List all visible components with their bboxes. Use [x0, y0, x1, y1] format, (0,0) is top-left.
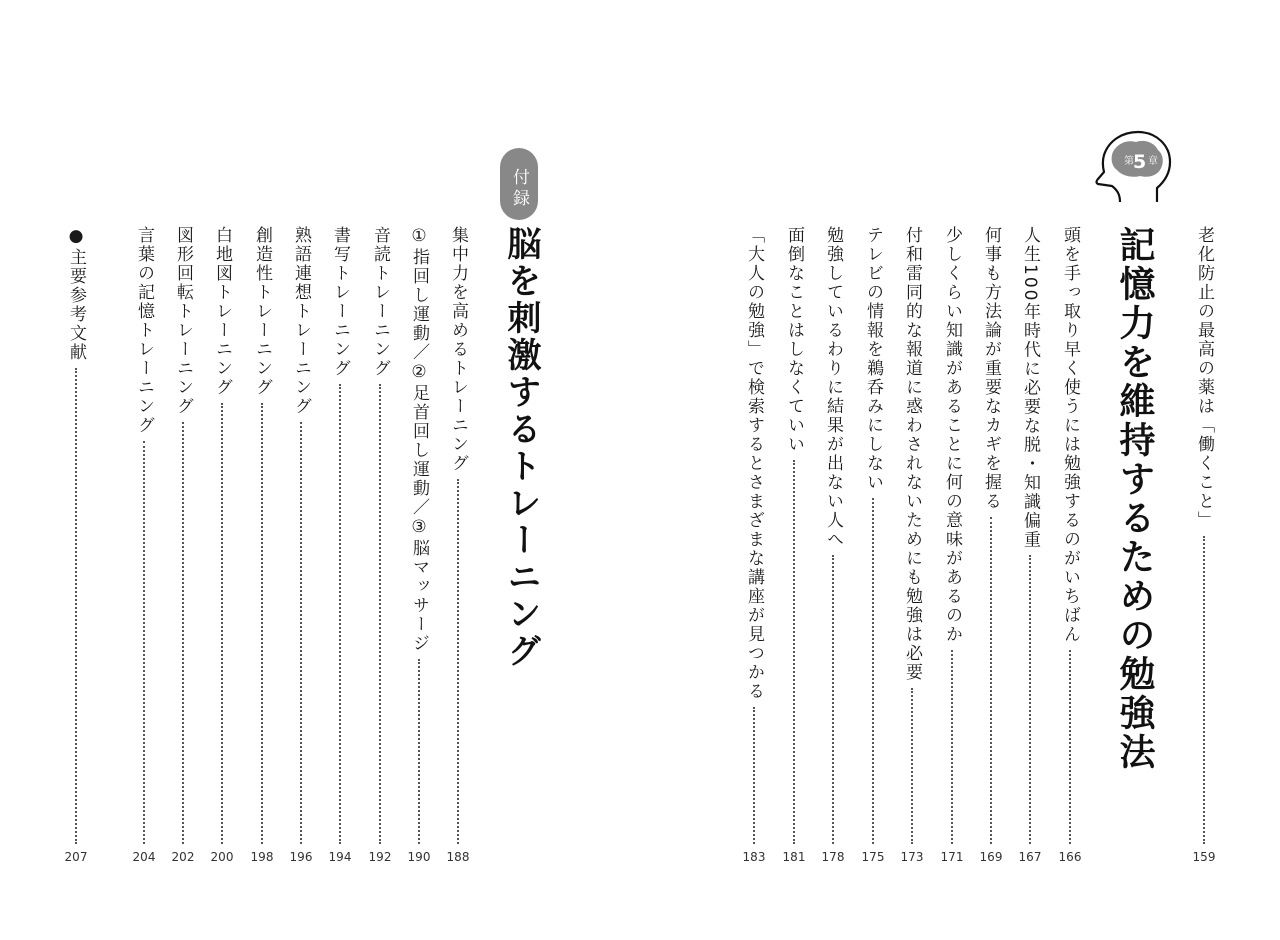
toc-entry-page: 173: [900, 850, 924, 864]
dot-leader: [221, 403, 223, 844]
toc-entry[interactable]: [407, 226, 431, 864]
toc-entry-page: 181: [782, 850, 806, 864]
toc-entry[interactable]: [1058, 226, 1082, 864]
dot-leader: [261, 403, 263, 844]
dot-leader: [793, 460, 795, 844]
toc-entry-page: 167: [1018, 850, 1042, 864]
toc-entry-title: ●主要参考文献: [66, 226, 86, 362]
toc-entry[interactable]: [742, 226, 766, 864]
appendix-badge: [500, 148, 538, 220]
toc-entry[interactable]: [1018, 226, 1042, 864]
toc-entry-title: 音読トレーニング: [370, 226, 390, 378]
toc-entry-title: ①指回し運動／②足首回し運動／③脳マッサージ: [409, 226, 429, 653]
toc-entry-title: 白地図トレーニング: [212, 226, 232, 397]
toc-entry[interactable]: [940, 226, 964, 864]
toc-entry-page: 207: [64, 850, 88, 864]
toc-entry[interactable]: [210, 226, 234, 864]
toc-entry[interactable]: [900, 226, 924, 864]
dot-leader: [300, 422, 302, 844]
toc-entry[interactable]: [446, 226, 470, 864]
toc-entry[interactable]: [132, 226, 156, 864]
toc-entry-title: 人生100年時代に必要な脱・知識偏重: [1020, 226, 1040, 550]
toc-entry-page: 196: [289, 850, 313, 864]
toc-entry-references[interactable]: [64, 226, 88, 864]
toc-entry-page: 159: [1192, 850, 1216, 864]
toc-entry[interactable]: [861, 226, 885, 864]
toc-entry-page: 198: [250, 850, 274, 864]
toc-entry-title: 付和雷同的な報道に惑わされないためにも勉強は必要: [902, 226, 922, 682]
toc-entry-page: 204: [132, 850, 156, 864]
toc-entry[interactable]: [250, 226, 274, 864]
toc-entry[interactable]: [821, 226, 845, 864]
toc-entry-page: 175: [861, 850, 885, 864]
toc-entry-page: 166: [1058, 850, 1082, 864]
toc-entry-page: 169: [979, 850, 1003, 864]
dot-leader: [379, 384, 381, 844]
dot-leader: [832, 555, 834, 844]
toc-entry[interactable]: [368, 226, 392, 864]
toc-entry-title: 言葉の記憶トレーニング: [134, 226, 154, 435]
toc-entry[interactable]: [328, 226, 352, 864]
toc-entry-title: 頭を手っ取り早く使うには勉強するのがいちばん: [1060, 226, 1080, 644]
dot-leader: [75, 368, 77, 844]
dot-leader: [951, 650, 953, 844]
toc-entry-title: 「大人の勉強」で検索するとさまざまな講座が見つかる: [744, 226, 764, 701]
dot-leader: [143, 441, 145, 844]
toc-entry-title: 何事も方法論が重要なカギを握る: [981, 226, 1001, 511]
toc-entry-page: 202: [171, 850, 195, 864]
dot-leader: [1029, 555, 1031, 844]
toc-entry-page: 188: [446, 850, 470, 864]
appendix-title: 脳を刺激するトレーニング: [501, 226, 541, 670]
dot-leader: [1203, 536, 1205, 844]
toc-entry-title: 面倒なことはしなくていい: [784, 226, 804, 454]
toc-entry-page: 190: [407, 850, 431, 864]
chapter-label-suffix: 章: [1148, 156, 1158, 167]
toc-entry-page: 171: [940, 850, 964, 864]
dot-leader: [911, 688, 913, 844]
toc-entry[interactable]: [289, 226, 313, 864]
dot-leader: [990, 517, 992, 844]
chapter-head-icon: [1090, 128, 1180, 222]
toc-entry-title: テレビの情報を鵜呑みにしない: [863, 226, 883, 492]
toc-entry-title: 熟語連想トレーニング: [291, 226, 311, 416]
toc-entry-page: 192: [368, 850, 392, 864]
toc-entry-page: 200: [210, 850, 234, 864]
toc-entry-title: 老化防止の最高の薬は「働くこと」: [1194, 226, 1214, 530]
appendix-badge-label: 付録: [509, 168, 529, 210]
toc-entry[interactable]: [782, 226, 806, 864]
dot-leader: [1069, 650, 1071, 844]
toc-entry-page: 183: [742, 850, 766, 864]
chapter-label-prefix: 第: [1124, 156, 1134, 167]
toc-entry-title: 集中力を高めるトレーニング: [448, 226, 468, 473]
toc-entry[interactable]: [171, 226, 195, 864]
chapter-title: 記憶力を維持するための勉強法: [1114, 226, 1155, 772]
dot-leader: [457, 479, 459, 844]
toc-entry-title: 書写トレーニング: [330, 226, 350, 378]
dot-leader: [753, 707, 755, 844]
dot-leader: [872, 498, 874, 844]
dot-leader: [418, 659, 420, 844]
dot-leader: [339, 384, 341, 844]
toc-entry[interactable]: [1192, 226, 1216, 864]
dot-leader: [182, 422, 184, 844]
toc-entry[interactable]: [979, 226, 1003, 864]
toc-entry-title: 勉強しているわりに結果が出ない人へ: [823, 226, 843, 549]
chapter-number: 5: [1133, 151, 1147, 173]
toc-entry-title: 創造性トレーニング: [252, 226, 272, 397]
toc-entry-page: 178: [821, 850, 845, 864]
toc-entry-title: 少しくらい知識があることに何の意味があるのか: [942, 226, 962, 644]
toc-entry-page: 194: [328, 850, 352, 864]
toc-entry-title: 図形回転トレーニング: [173, 226, 193, 416]
